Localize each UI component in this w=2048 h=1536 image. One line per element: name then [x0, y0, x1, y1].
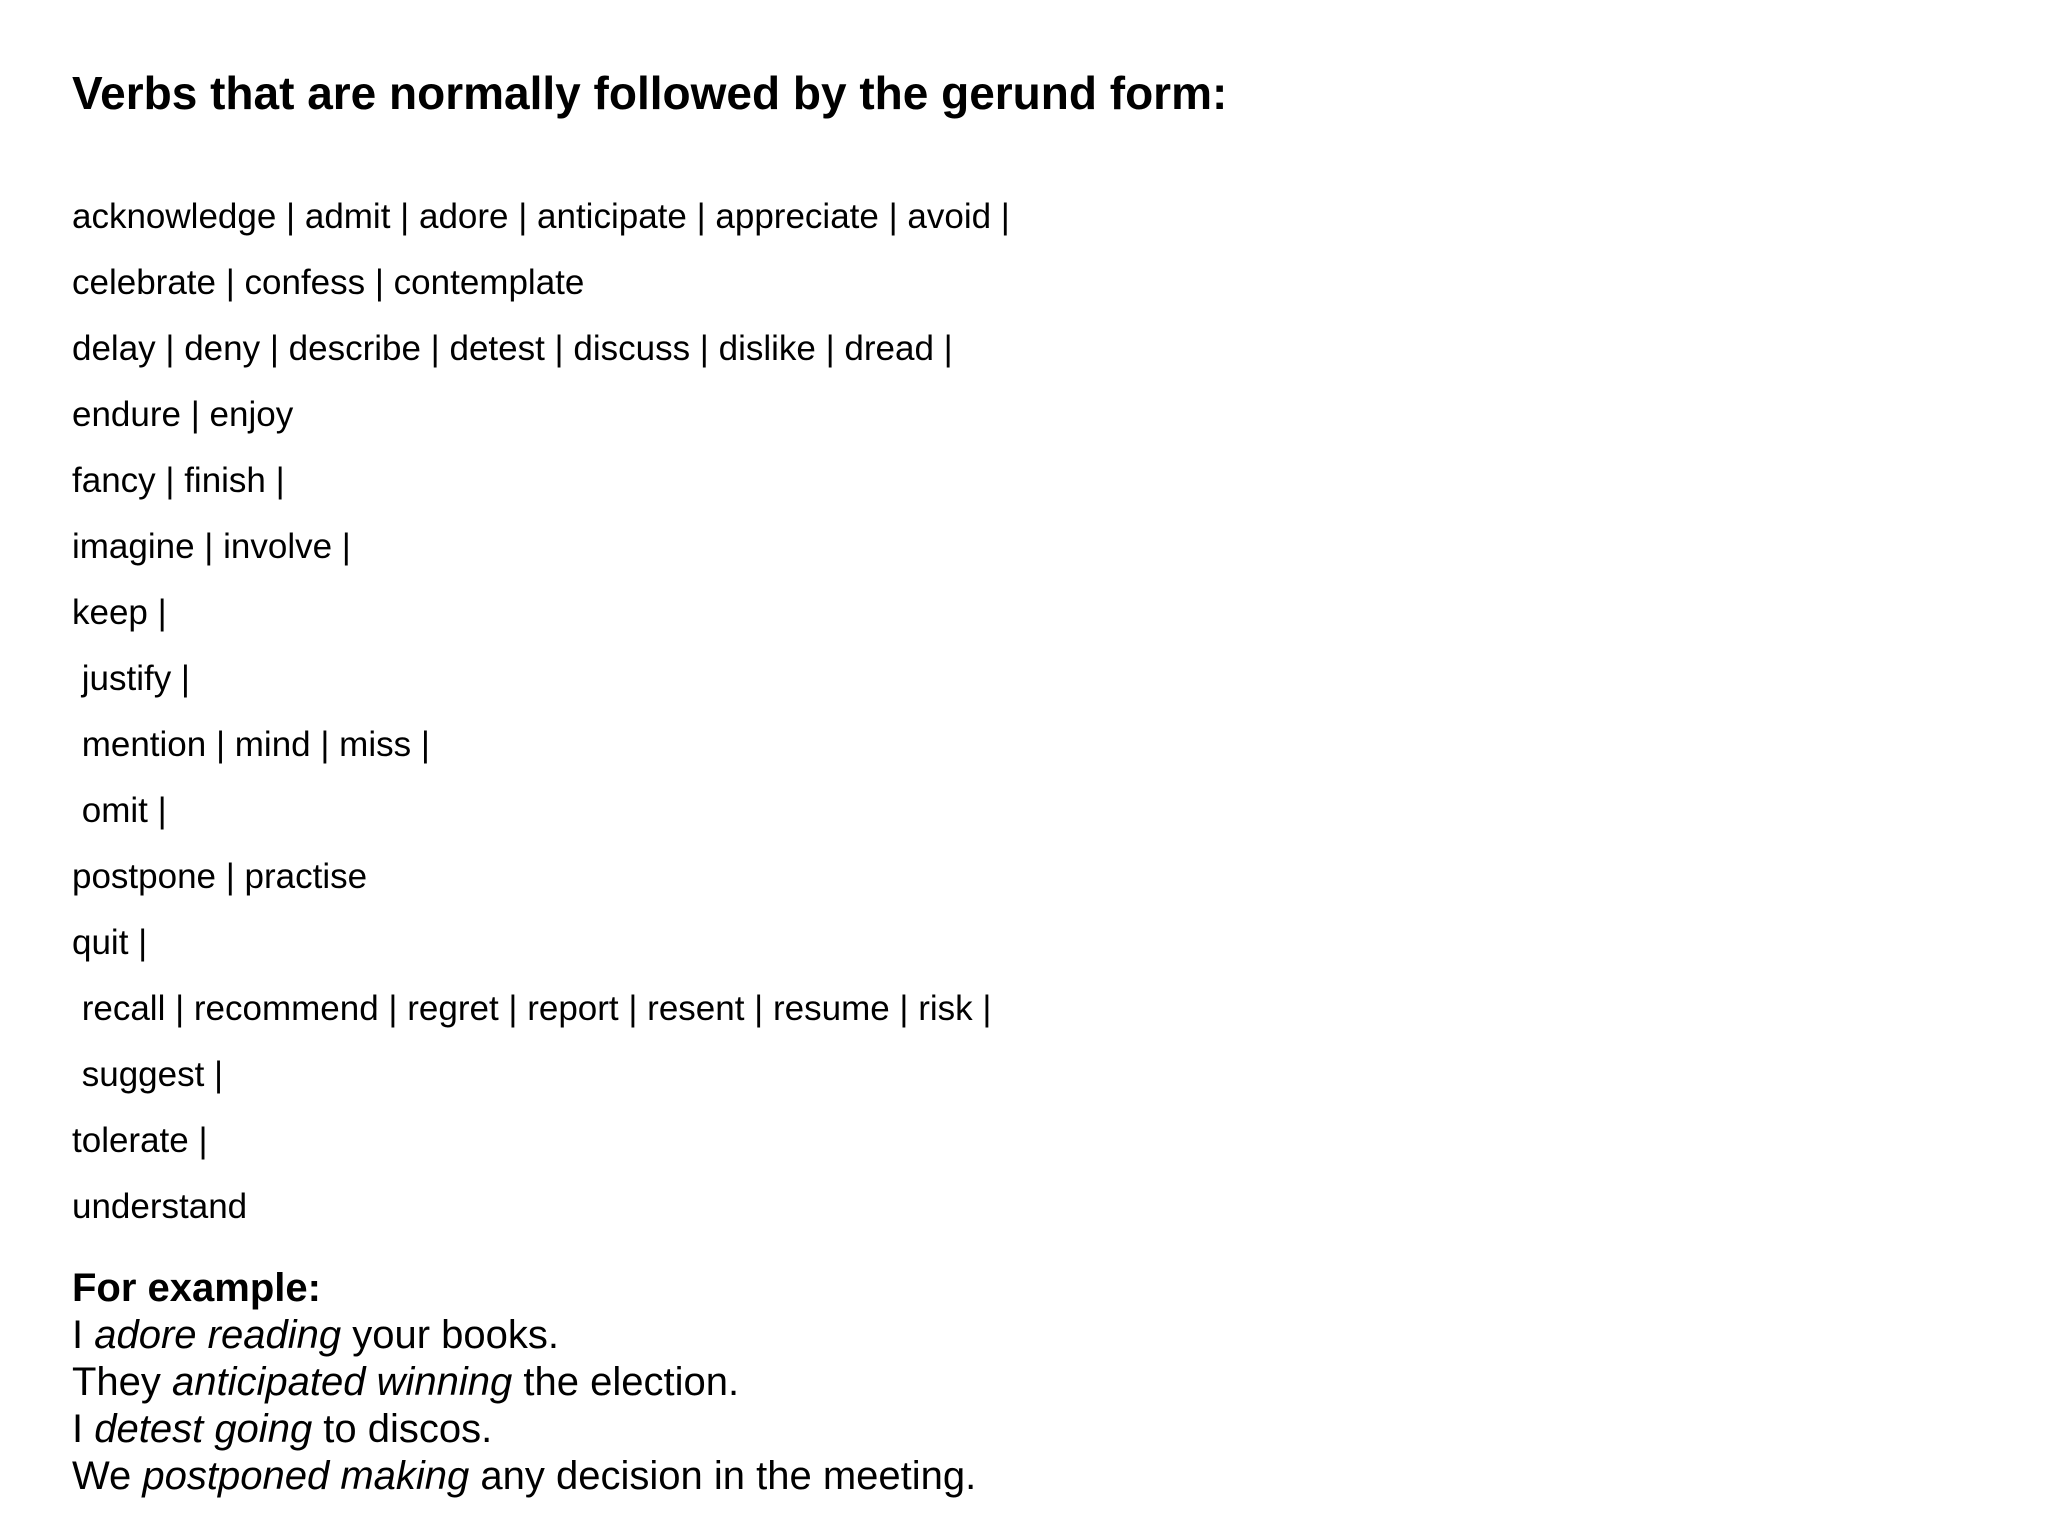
example-sentence — [72, 1406, 976, 1453]
verb-line: delay | deny | describe | detest | discuss | dislike | dread | — [72, 329, 953, 368]
verb-line: understand — [72, 1187, 248, 1226]
example-gerund-phrase: anticipated winning — [172, 1360, 513, 1404]
verb-line: endure | enjoy — [72, 395, 294, 434]
verb-line: recall | recommend | regret | report | resent | resume | risk | — [72, 989, 992, 1028]
verb-line: postpone | practise — [72, 857, 368, 896]
verb-line: omit | — [72, 791, 167, 830]
verb-line: acknowledge | admit | adore | anticipate | appreciate | avoid | — [72, 197, 1010, 236]
example-sentence — [72, 1312, 976, 1359]
example-gerund-phrase: adore reading — [94, 1313, 342, 1357]
example-sentence — [72, 1453, 976, 1500]
example-text: to discos. — [312, 1407, 493, 1451]
example-text: the election. — [512, 1360, 740, 1404]
verb-line: fancy | finish | — [72, 461, 285, 500]
verb-line: suggest | — [72, 1055, 224, 1094]
example-gerund-phrase: detest going — [94, 1407, 313, 1451]
example-text: any decision in the meeting. — [469, 1454, 977, 1498]
verb-line: imagine | involve | — [72, 527, 351, 566]
example-text: I — [72, 1313, 95, 1357]
examples-section — [72, 1264, 976, 1500]
verb-line: tolerate | — [72, 1121, 208, 1160]
example-gerund-phrase: postponed making — [142, 1454, 470, 1498]
verb-list — [72, 184, 1010, 1240]
verb-line: keep | — [72, 593, 167, 632]
example-sentence — [72, 1359, 976, 1406]
verb-line: mention | mind | miss | — [72, 725, 430, 764]
example-text: I — [72, 1407, 95, 1451]
verb-line: quit | — [72, 923, 148, 962]
example-text: your books. — [341, 1313, 559, 1357]
page-heading: Verbs that are normally followed by the gerund form: — [72, 67, 1228, 119]
verb-line: celebrate | confess | contemplate — [72, 263, 585, 302]
examples-title: For example: — [72, 1266, 321, 1310]
example-text: We — [72, 1454, 143, 1498]
verb-line: justify | — [72, 659, 191, 698]
example-text: They — [72, 1360, 173, 1404]
